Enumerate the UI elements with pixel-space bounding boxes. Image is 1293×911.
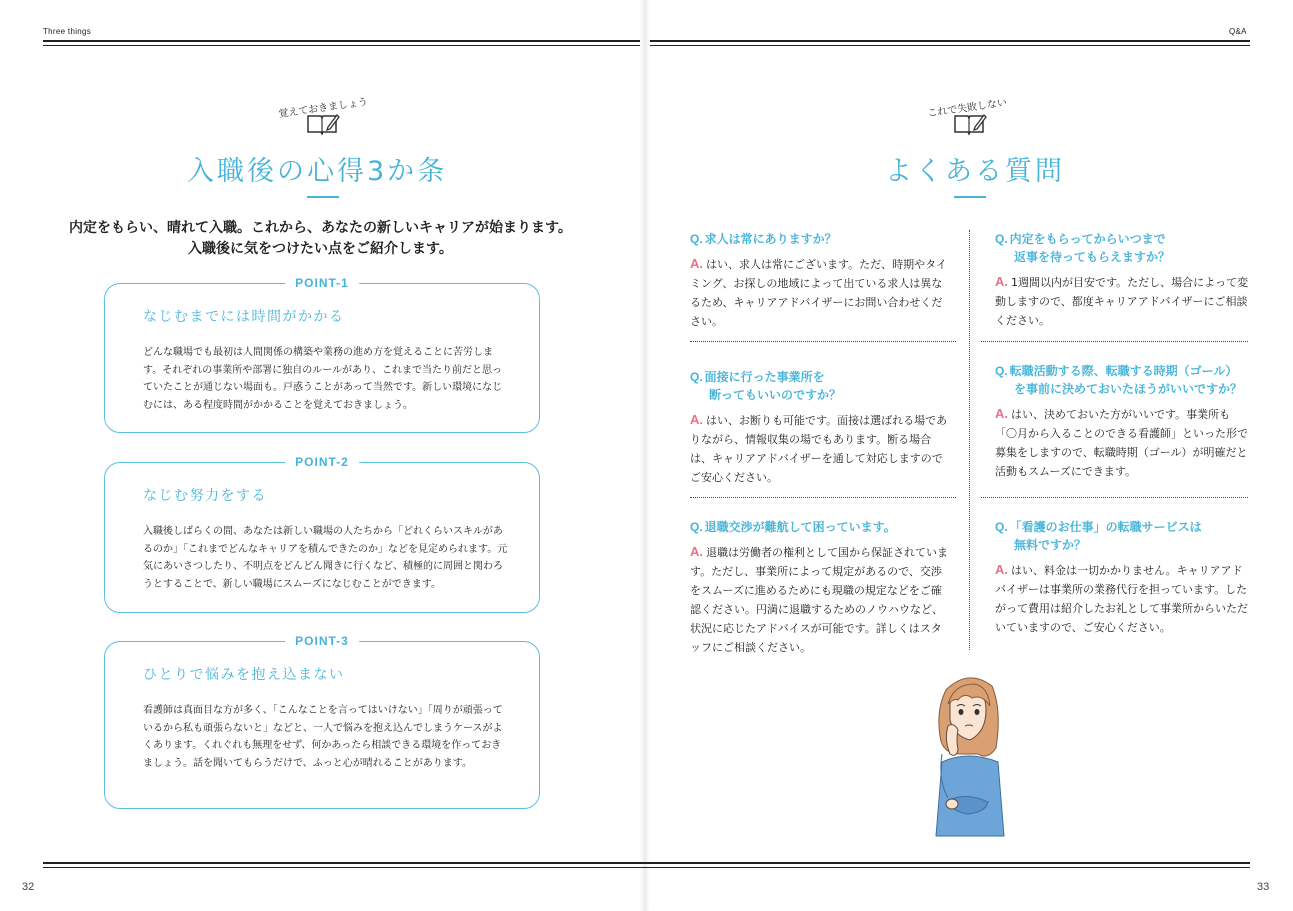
point-label: POINT-2 xyxy=(285,455,359,469)
q-marker: Q. xyxy=(690,370,703,384)
point-title: なじむ努力をする xyxy=(143,488,267,504)
qa-item-2 xyxy=(995,230,1251,330)
answer-text: 1週間以内が目安です。ただし、場合によって変動しますので、都度キャリアアドバイザーにご相談ください。 xyxy=(995,276,1249,327)
answer-text: はい、料金は一切かかりません。キャリアアドバイザーは事業所の業務代行を担っています。したがって費用は紹介したお礼として事業所からいただいていますので、ご安心ください。 xyxy=(995,564,1248,634)
question xyxy=(690,230,952,248)
question-text: 求人は常にありますか？ xyxy=(704,232,837,246)
question xyxy=(995,230,1251,266)
left-title: 入職後の心得3か条 xyxy=(187,156,448,187)
page-number-left: 32 xyxy=(22,881,35,893)
point-title: なじむまでには時間がかかる xyxy=(143,309,345,325)
qa-divider xyxy=(690,497,956,498)
qa-item-5 xyxy=(690,518,952,657)
header-left: Three things xyxy=(43,27,92,36)
question-text: 内定をもらってからいつまで xyxy=(1009,232,1166,246)
right-title-underline xyxy=(954,196,986,198)
question-text-cont: 無料ですか？ xyxy=(1014,538,1087,552)
question xyxy=(690,368,952,404)
qa-item-3 xyxy=(690,368,952,487)
answer xyxy=(995,272,1251,330)
qa-divider xyxy=(690,341,956,342)
footer-rule-thin xyxy=(43,867,1250,868)
question-text: 面接に行った事業所を xyxy=(704,370,825,384)
point-body: 看護師は真面目な方が多く、「こんなことを言ってはいけない」「周りが頑張っているから私も頑張らないと」などと、一人で悩みを抱え込んでしまうケースがよくあります。くれぐれも無理をせず、何かあったら相談できる環境を作っておきましょう。話を聞いてもらうだけで、ふっと心が晴れることがあります。 xyxy=(143,705,503,769)
answer xyxy=(690,542,952,657)
point-title: ひとりで悩みを抱え込まない xyxy=(143,667,345,683)
qa-item-4 xyxy=(995,362,1251,481)
page-spine xyxy=(640,0,650,911)
intro-line-1: 内定をもらい、晴れて入職。これから、あなたの新しいキャリアが始まります。 xyxy=(69,220,572,236)
point-body: どんな職場でも最初は人間関係の構築や業務の進め方を覚えることに苦労します。それぞれの事業所や部署に独自のルールがあり、これまで当たり前だと思っていたことが通じない場面も。戸惑うことがあって当然です。新しい環境になじむには、ある程度時間がかかることを覚えておきましょう。 xyxy=(143,347,503,411)
point-card-2 xyxy=(104,455,540,613)
point-body: 入職後しばらくの間、あなたは新しい職場の人たちから「どれくらいスキルがあるのか」「これまでどんなキャリアを積んできたのか」などを見定められます。元気にあいさつしたり、不明点をどんどん聞きに行くなど、積極的に周囲と関わろうとすることで、新しい職場にスムーズになじむことができます。 xyxy=(143,526,508,590)
question-text: 退職交渉が難航して困っています。 xyxy=(704,520,896,534)
question-text-cont: 返事を待ってもらえますか？ xyxy=(1014,250,1171,264)
question-text-cont: 断ってもいいのですか？ xyxy=(709,388,842,402)
worried-woman-illustration xyxy=(928,670,1010,840)
left-subtitle: 覚えておきましょう xyxy=(277,96,369,121)
a-marker: A. xyxy=(995,562,1008,577)
page-number-right: 33 xyxy=(1257,881,1270,893)
answer-text: はい、お断りも可能です。面接は選ばれる場でありながら、情報収集の場でもあります。断る場合は、キャリアアドバイザーを通して対応しますのでご安心ください。 xyxy=(690,414,948,484)
answer-text: 退職は労働者の権利として国から保証されています。ただし、事業所によって規定があるので、交渉をスムーズに進めるためにも現職の規定などをご確認ください。円満に退職するためのノウハウなど、状況に応じたアドバイスが可能です。詳しくはスタッフにご相談ください。 xyxy=(690,546,948,654)
point-card-3 xyxy=(104,634,540,809)
q-marker: Q. xyxy=(995,520,1008,534)
question xyxy=(690,518,952,536)
right-title: よくある質問 xyxy=(885,156,1065,187)
a-marker: A. xyxy=(690,412,703,427)
answer xyxy=(995,404,1251,481)
notebook-pencil-icon xyxy=(306,112,340,136)
qa-item-1 xyxy=(690,230,952,331)
question xyxy=(995,518,1251,554)
q-marker: Q. xyxy=(995,364,1008,378)
qa-divider xyxy=(981,341,1248,342)
qa-column-divider xyxy=(969,230,970,650)
q-marker: Q. xyxy=(690,232,703,246)
q-marker: Q. xyxy=(690,520,703,534)
answer xyxy=(690,410,952,487)
right-subtitle: これで失敗しない xyxy=(926,97,1008,120)
left-intro xyxy=(44,218,597,260)
a-marker: A. xyxy=(690,544,703,559)
answer xyxy=(690,254,952,331)
answer-text: はい、決めておいた方がいいです。事業所も「〇月から入ることのできる看護師」といった形で募集をしますので、転職時期（ゴール）が明確だと活動もスムーズにできます。 xyxy=(995,408,1248,478)
q-marker: Q. xyxy=(995,232,1008,246)
header-right: Q&A xyxy=(1229,27,1247,36)
point-label: POINT-1 xyxy=(285,276,359,290)
a-marker: A. xyxy=(995,274,1008,289)
a-marker: A. xyxy=(690,256,703,271)
footer-rule xyxy=(43,862,1250,864)
answer xyxy=(995,560,1251,637)
question-text-cont: を事前に決めておいたほうがいいですか？ xyxy=(1014,382,1243,396)
answer-text: はい、求人は常にございます。ただ、時期やタイミング、お探しの地域によって出ている求人は異なるため、キャリアアドバイザーにお問い合わせください。 xyxy=(690,258,947,328)
a-marker: A. xyxy=(995,406,1008,421)
intro-line-2: 入職後に気をつけたい点をご紹介します。 xyxy=(188,241,453,257)
point-label: POINT-3 xyxy=(285,634,359,648)
question xyxy=(995,362,1251,398)
notebook-pencil-icon xyxy=(953,112,987,136)
left-title-underline xyxy=(307,196,339,198)
point-card-1 xyxy=(104,276,540,433)
question-text: 「看護のお仕事」の転職サービスは xyxy=(1009,520,1202,534)
qa-divider xyxy=(981,497,1248,498)
question-text: 転職活動する際、転職する時期（ゴール） xyxy=(1009,364,1238,378)
qa-item-6 xyxy=(995,518,1251,637)
